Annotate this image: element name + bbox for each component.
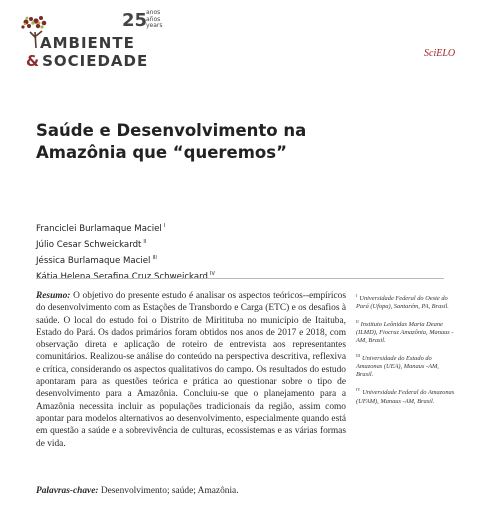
keywords-text: Desenvolvimento; saúde; Amazônia. (98, 486, 239, 496)
scielo-logo: SciELO (424, 48, 456, 59)
author-list (36, 220, 356, 283)
anniversary-words (146, 10, 163, 30)
abstract (36, 290, 346, 450)
affiliation-mark: III (356, 353, 360, 359)
affiliation-1 (356, 292, 456, 311)
affiliation-mark: IV (356, 387, 361, 393)
author-2 (36, 236, 356, 252)
affiliation-4 (356, 386, 456, 405)
section-divider (36, 278, 444, 279)
brand-name-line2-text: SOCIEDADE (42, 52, 149, 70)
keywords-label: Palavras-chave: (36, 486, 99, 496)
author-1 (36, 220, 356, 236)
author-mark: II (143, 238, 147, 245)
affiliation-text: Universidade Federal do Amazonas (UFAM), Manaus -AM, Brasil. (356, 389, 455, 405)
brand-name-line2 (26, 52, 148, 70)
anniversary-word-en: years (146, 22, 163, 29)
affiliation-list (356, 292, 456, 413)
author-name: Franciclei Burlamaque Maciel (36, 223, 162, 234)
abstract-text: O objetivo do presente estudo é analisar os aspectos teóricos--empíricos do desenvolvimento com as Estações de Transbordo e Carga (ETC) e os desafios à saúde. O local do estudo foi o Distrito de Miritituba no município de Itaituba, Estado do Pará. Os dados primários foram obtidos nos anos de 2017 e 2018, com observação direta e aplicação de roteiro de entrevista aos representantes comunitários. Realizou-se análise do conteúdo na perspectiva descritiva, reflexiva e crítica, considerando os aspectos qualitativos do campo. Os resultados do estudo apontaram para as questões teórica e prática ao questionar sobre o tipo de desenvolvimento para a Amazônia. Concluiu-se que o planejamento para a Amazônia necessita incluir as populações tradicionais da região, assim como apontar para modelos alternativos ao desenvolvimento, especialmente quando está em questão a saúde e a sobrevivência de culturas, ecossistemas e as várias formas de vida. (36, 291, 346, 449)
anniversary-word-es: años (146, 15, 161, 23)
abstract-label: Resumo: (36, 291, 71, 301)
affiliation-mark: I (356, 293, 358, 298)
affiliation-2 (356, 318, 456, 345)
brand-ampersand: & (26, 52, 41, 70)
author-mark: IV (209, 270, 215, 277)
author-name: Jéssica Burlamaque Maciel (36, 255, 151, 266)
author-3 (36, 252, 356, 268)
author-4 (36, 268, 356, 284)
affiliation-mark: II (356, 319, 359, 325)
anniversary-number: 25 (122, 10, 148, 31)
keywords (36, 486, 366, 496)
affiliation-text: Instituto Leônidas Maria Deane (ILMD), Fiocruz Amazônia, Manaus -AM, Brasil. (356, 321, 454, 345)
anniversary-word-pt: anos (146, 9, 161, 16)
author-name: Kátia Helena Serafina Cruz Schweickard (36, 271, 208, 282)
affiliation-text: Universidade do Estado do Amazonas (UEA), Manaus -AM, Brasil. (356, 355, 439, 379)
article-title: Saúde e Desenvolvimento na Amazônia que “queremos” (36, 121, 307, 162)
affiliation-3 (356, 352, 456, 379)
brand-name-line1: AMBIENTE (40, 34, 135, 52)
affiliation-text: Universidade Federal do Oeste do Pará (Ufopa), Santarém, PA, Brasil. (356, 295, 449, 311)
author-mark: I (163, 223, 166, 229)
author-mark: III (152, 254, 157, 261)
author-name: Júlio Cesar Schweickardt (36, 239, 142, 250)
